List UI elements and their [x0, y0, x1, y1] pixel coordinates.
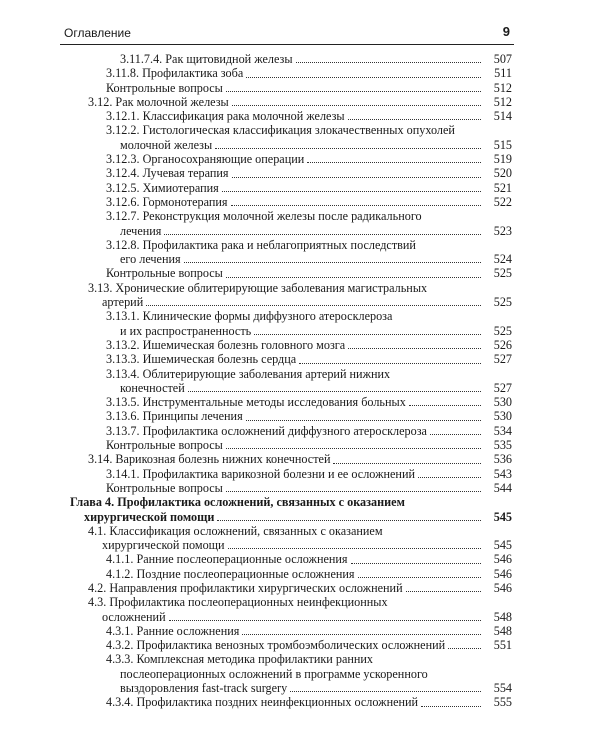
toc-entry-title: 3.12.1. Классификация рака молочной железы: [106, 109, 345, 124]
toc-entry: [70, 452, 512, 466]
toc-entry-title: Контрольные вопросы: [106, 80, 223, 95]
toc-line: [70, 495, 512, 509]
toc-page-number: 545: [493, 538, 512, 553]
toc-entry: [70, 352, 512, 366]
toc-entry: [70, 567, 512, 581]
toc-entry: [70, 409, 512, 423]
toc-entry-title: 3.13. Хронические облитерирующие заболевания магистральных: [88, 280, 428, 295]
toc-page-number: 523: [493, 223, 512, 238]
toc-entry-title: 3.12.3. Органосохраняющие операции: [106, 152, 305, 167]
toc-entry: [70, 266, 512, 280]
header-page-number: 9: [502, 24, 510, 39]
toc-entry-title: 3.13.3. Ишемическая болезнь сердца: [106, 352, 297, 367]
toc-entry: [70, 81, 512, 95]
toc-page-number: 511: [494, 66, 512, 81]
toc-entry-title: 3.13.7. Профилактика осложнений диффузного атеросклероза: [106, 423, 427, 438]
toc-entry: [70, 467, 512, 481]
toc-entry-title: 3.12.7. Реконструкция молочной железы после радикального: [106, 209, 422, 224]
running-header: [60, 22, 514, 45]
toc-line: [70, 138, 512, 152]
toc-entry: [70, 552, 512, 566]
toc-entry-title: 3.13.4. Облитерирующие заболевания артерий нижних: [106, 366, 391, 381]
dot-leader: [351, 563, 481, 564]
dot-leader: [348, 119, 481, 120]
toc-line: [70, 95, 512, 109]
toc-entry-title: 3.12.2. Гистологическая классификация злокачественных опухолей: [106, 123, 455, 138]
toc-entry-title: Контрольные вопросы: [106, 438, 223, 453]
toc-line: [70, 238, 512, 252]
toc-page-number: 536: [493, 452, 512, 467]
toc-page-number: 546: [493, 566, 512, 581]
toc-page-number: 546: [493, 580, 512, 595]
toc-line: [70, 667, 512, 681]
dot-leader: [358, 577, 481, 578]
toc-line: [70, 352, 512, 366]
toc-line: [70, 224, 512, 238]
toc-entry-title: Контрольные вопросы: [106, 266, 223, 281]
toc-entry-title: 3.13.2. Ишемическая болезнь головного мозга: [106, 337, 346, 352]
toc-entry: [70, 424, 512, 438]
toc-entry: [70, 652, 512, 695]
dot-leader: [226, 448, 481, 449]
toc-line: [70, 395, 512, 409]
dot-leader: [448, 648, 481, 649]
dot-leader: [232, 105, 481, 106]
dot-leader: [254, 334, 481, 335]
toc-entry-title: 3.13.6. Принципы лечения: [106, 409, 243, 424]
dot-leader: [430, 434, 481, 435]
dot-leader: [231, 205, 481, 206]
toc-page-number: 527: [493, 352, 512, 367]
toc-entry: [70, 495, 512, 524]
dot-leader: [299, 363, 481, 364]
toc-page-number: 535: [493, 438, 512, 453]
toc-page-number: 530: [493, 409, 512, 424]
toc-entry-title: 4.1.2. Поздние послеоперационные осложнения: [106, 566, 355, 581]
toc-line: [70, 52, 512, 66]
toc-entry-title: 3.14. Варикозная болезнь нижних конечностей: [88, 452, 331, 467]
toc-line: [70, 309, 512, 323]
toc-page-number: 551: [493, 638, 512, 653]
toc-line: [70, 452, 512, 466]
toc-line: [70, 81, 512, 95]
toc-page-number: 543: [493, 466, 512, 481]
toc-entry-title: 3.11.7.4. Рак щитовидной железы: [120, 52, 293, 66]
toc-line: [70, 552, 512, 566]
toc-entry-title: 3.12.6. Гормонотерапия: [106, 194, 228, 209]
toc-entry-title: его лечения: [120, 252, 181, 267]
toc-entry: [70, 52, 512, 66]
toc-line: [70, 424, 512, 438]
toc-line: [70, 638, 512, 652]
toc-page-number: 525: [493, 266, 512, 281]
toc-line: [70, 581, 512, 595]
toc-entry-title: Глава 4. Профилактика осложнений, связанных с оказанием: [70, 495, 405, 510]
dot-leader: [307, 162, 481, 163]
toc-page-number: 530: [493, 395, 512, 410]
toc-entry-title: молочной железы: [120, 137, 213, 152]
toc-line: [70, 295, 512, 309]
toc-entry: [70, 367, 512, 396]
dot-leader: [418, 477, 481, 478]
toc-page-number: 527: [493, 380, 512, 395]
dot-leader: [215, 148, 481, 149]
toc-entry: [70, 638, 512, 652]
toc-line: [70, 338, 512, 352]
toc-line: [70, 538, 512, 552]
toc-page-number: 514: [493, 109, 512, 124]
toc-line: [70, 367, 512, 381]
toc-entry-title: хирургической помощи: [102, 538, 225, 553]
dot-leader: [222, 191, 481, 192]
toc-entry: [70, 209, 512, 238]
toc-line: [70, 695, 512, 709]
toc-entry-title: 4.3.3. Комплексная методика профилактики ранних: [106, 652, 374, 667]
dot-leader: [164, 234, 481, 235]
toc-line: [70, 567, 512, 581]
toc-line: [70, 123, 512, 137]
dot-leader: [242, 634, 481, 635]
toc-page-number: 521: [493, 180, 512, 195]
toc-entry: [70, 695, 512, 709]
toc-entry-title: 3.11.8. Профилактика зоба: [106, 66, 244, 81]
toc-entry-title: 3.13.1. Клинические формы диффузного атеросклероза: [106, 309, 393, 324]
toc-line: [70, 467, 512, 481]
toc-page-number: 524: [493, 252, 512, 267]
toc-line: [70, 624, 512, 638]
toc-line: [70, 524, 512, 538]
toc-entry-title: конечностей: [120, 380, 185, 395]
toc-entry-title: 3.12.5. Химиотерапия: [106, 180, 219, 195]
toc-entry: [70, 281, 512, 310]
dot-leader: [184, 262, 481, 263]
dot-leader: [409, 405, 481, 406]
toc-line: [70, 409, 512, 423]
toc-page-number: 534: [493, 423, 512, 438]
toc-entry: [70, 438, 512, 452]
dot-leader: [226, 91, 481, 92]
dot-leader: [421, 706, 481, 707]
toc-page-number: 548: [493, 623, 512, 638]
toc-entry: [70, 395, 512, 409]
toc-line: [70, 481, 512, 495]
dot-leader: [406, 591, 481, 592]
toc-entry-title: 4.3.4. Профилактика поздних неинфекционных осложнений: [106, 695, 419, 710]
toc-page-number: 545: [493, 509, 512, 524]
toc-entry: [70, 195, 512, 209]
toc-entry: [70, 166, 512, 180]
toc-entry-title: 4.3.1. Ранние осложнения: [106, 623, 240, 638]
toc-line: [70, 681, 512, 695]
toc-entry: [70, 109, 512, 123]
toc-entry-title: выздоровления fast-track surgery: [120, 681, 288, 696]
toc-entry: [70, 595, 512, 624]
toc-line: [70, 152, 512, 166]
toc-page-number: 526: [493, 337, 512, 352]
toc-entry-title: 3.13.5. Инструментальные методы исследования больных: [106, 395, 406, 410]
dot-leader: [333, 463, 481, 464]
toc-page-number: 525: [493, 295, 512, 310]
toc-page-number: 554: [493, 681, 512, 696]
toc-entry-title: Контрольные вопросы: [106, 480, 223, 495]
toc-line: [70, 610, 512, 624]
toc-entry: [70, 152, 512, 166]
toc-page-number: 546: [493, 552, 512, 567]
toc-entry-title: послеоперационных осложнений в программе ускоренного: [120, 666, 428, 681]
toc-page-number: 512: [493, 80, 512, 95]
dot-leader: [169, 620, 481, 621]
toc-entry-title: 4.3. Профилактика послеоперационных неинфекционных: [88, 595, 388, 610]
dot-leader: [146, 305, 481, 306]
toc-entry-title: 4.1.1. Ранние послеоперационные осложнения: [106, 552, 348, 567]
toc-line: [70, 324, 512, 338]
toc-entry-title: хирургической помощи: [84, 509, 215, 524]
toc-entry-title: 3.14.1. Профилактика варикозной болезни и ее осложнений: [106, 466, 415, 481]
dot-leader: [348, 348, 481, 349]
toc-entry: [70, 66, 512, 80]
toc-line: [70, 510, 512, 524]
dot-leader: [188, 391, 481, 392]
toc-line: [70, 595, 512, 609]
toc-page-number: 525: [493, 323, 512, 338]
toc-entry-title: 4.1. Классификация осложнений, связанных с оказанием: [88, 523, 383, 538]
toc-page-number: 555: [493, 695, 512, 710]
toc-entry-title: 3.12.8. Профилактика рака и неблагоприятных последствий: [106, 237, 416, 252]
toc-entry-title: лечения: [120, 223, 162, 238]
dot-leader: [246, 420, 481, 421]
dot-leader: [232, 177, 481, 178]
toc-entry: [70, 123, 512, 152]
dot-leader: [226, 491, 481, 492]
header-title: Оглавление: [64, 26, 131, 40]
toc-line: [70, 381, 512, 395]
toc-entry-title: 3.12.4. Лучевая терапия: [106, 166, 229, 181]
dot-leader: [217, 520, 481, 521]
toc-entry-title: артерий: [102, 295, 144, 310]
toc-entry-title: и их распространенность: [120, 323, 252, 338]
toc-entry: [70, 95, 512, 109]
dot-leader: [246, 77, 481, 78]
toc-line: [70, 652, 512, 666]
dot-leader: [290, 691, 481, 692]
toc-page-number: 519: [493, 152, 512, 167]
toc-page-number: 520: [493, 166, 512, 181]
toc-entry: [70, 524, 512, 553]
toc-page-number: 515: [493, 137, 512, 152]
dot-leader: [296, 62, 481, 63]
toc-line: [70, 109, 512, 123]
toc-line: [70, 166, 512, 180]
dot-leader: [228, 548, 481, 549]
toc-entry: [70, 238, 512, 267]
toc-entry-title: осложнений: [102, 609, 166, 624]
toc-page-number: 548: [493, 609, 512, 624]
toc-line: [70, 438, 512, 452]
dot-leader: [226, 277, 481, 278]
toc-entry: [70, 581, 512, 595]
toc-page-number: 507: [493, 52, 512, 66]
table-of-contents: [70, 52, 512, 710]
toc-line: [70, 252, 512, 266]
toc-entry: [70, 181, 512, 195]
toc-entry: [70, 481, 512, 495]
toc-entry-title: 4.3.2. Профилактика венозных тромбоэмболических осложнений: [106, 638, 446, 653]
toc-entry: [70, 624, 512, 638]
toc-entry-title: 4.2. Направления профилактики хирургических осложнений: [88, 580, 403, 595]
toc-page-number: 512: [493, 94, 512, 109]
toc-line: [70, 266, 512, 280]
toc-entry: [70, 309, 512, 338]
toc-line: [70, 209, 512, 223]
toc-line: [70, 66, 512, 80]
toc-line: [70, 195, 512, 209]
toc-page-number: 522: [493, 194, 512, 209]
toc-page-number: 544: [493, 480, 512, 495]
toc-line: [70, 181, 512, 195]
toc-entry-title: 3.12. Рак молочной железы: [88, 94, 229, 109]
toc-line: [70, 281, 512, 295]
toc-entry: [70, 338, 512, 352]
